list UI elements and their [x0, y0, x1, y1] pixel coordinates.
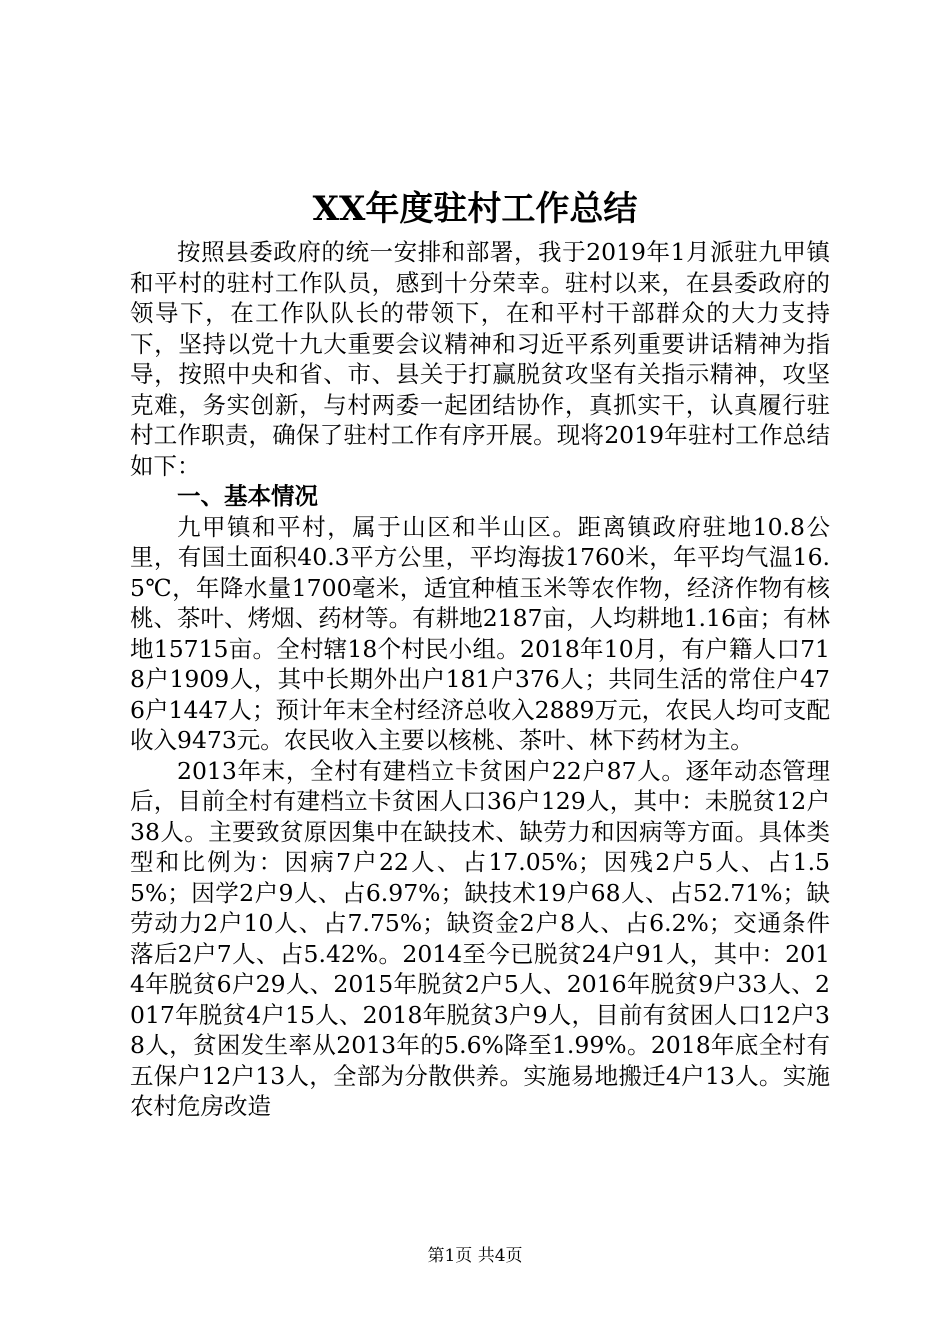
document-title: XX年度驻村工作总结	[312, 189, 638, 229]
intro-paragraph: 按照县委政府的统一安排和部署，我于2019年1月派驻九甲镇和平村的驻村工作队员，感到十分荣幸。驻村以来，在县委政府的领导下，在工作队队长的带领下，在和平村干部群众的大力支持下，坚持以党十九大重要会议精神和习近平系列重要讲话精神为指导，按照中央和省、市、县关于打赢脱贫攻坚有关指示精神，攻坚克难，务实创新，与村两委一起团结协作，真抓实干，认真履行驻村工作职责，确保了驻村工作有序开展。现将2019年驻村工作总结如下：	[130, 238, 830, 480]
poverty-status-paragraph: 2013年末，全村有建档立卡贫困户22户87人。逐年动态管理后，目前全村有建档立卡贫困人口36户129人，其中：未脱贫12户38人。主要致贫原因集中在缺技术、缺劳力和因病等方面。具体类型和比例为：因病7户22人、占17.05%；因残2户5人、占1.55%；因学2户9人、占6.97%；缺技术19户68人、占52.71%；缺劳动力2户10人、占7.75%；缺资金2户8人、占6.2%；交通条件落后2户7人、占5.42%。2014至今已脱贫24户91人，其中：2014年脱贫6户29人、2015年脱贫2户5人、2016年脱贫9户33人、2017年脱贫4户15人、2018年脱贫3户9人，目前有贫困人口12户38人，贫困发生率从2013年的5.6%降至1.99%。2018年底全村有五保户12户13人，全部为分散供养。实施易地搬迁4户13人。实施农村危房改造	[130, 756, 830, 1120]
section-heading-basic-info: 一、基本情况	[177, 482, 318, 510]
page-number-footer: 第1页 共4页	[427, 1246, 523, 1266]
village-overview-paragraph: 九甲镇和平村，属于山区和半山区。距离镇政府驻地10.8公里，有国土面积40.3平方公里，平均海拔1760米，年平均气温16.5℃，年降水量1700毫米，适宜种植玉米等农作物，经济作物有核桃、茶叶、烤烟、药材等。有耕地2187亩，人均耕地1.16亩；有林地15715亩。全村辖18个村民小组。2018年10月，有户籍人口718户1909人，其中长期外出户181户376人；共同生活的常住户476户1447人；预计年末全村经济总收入2889万元，农民人均可支配收入9473元。农民收入主要以核桃、茶叶、林下药材为主。	[130, 512, 830, 754]
document-body	[130, 237, 830, 1122]
